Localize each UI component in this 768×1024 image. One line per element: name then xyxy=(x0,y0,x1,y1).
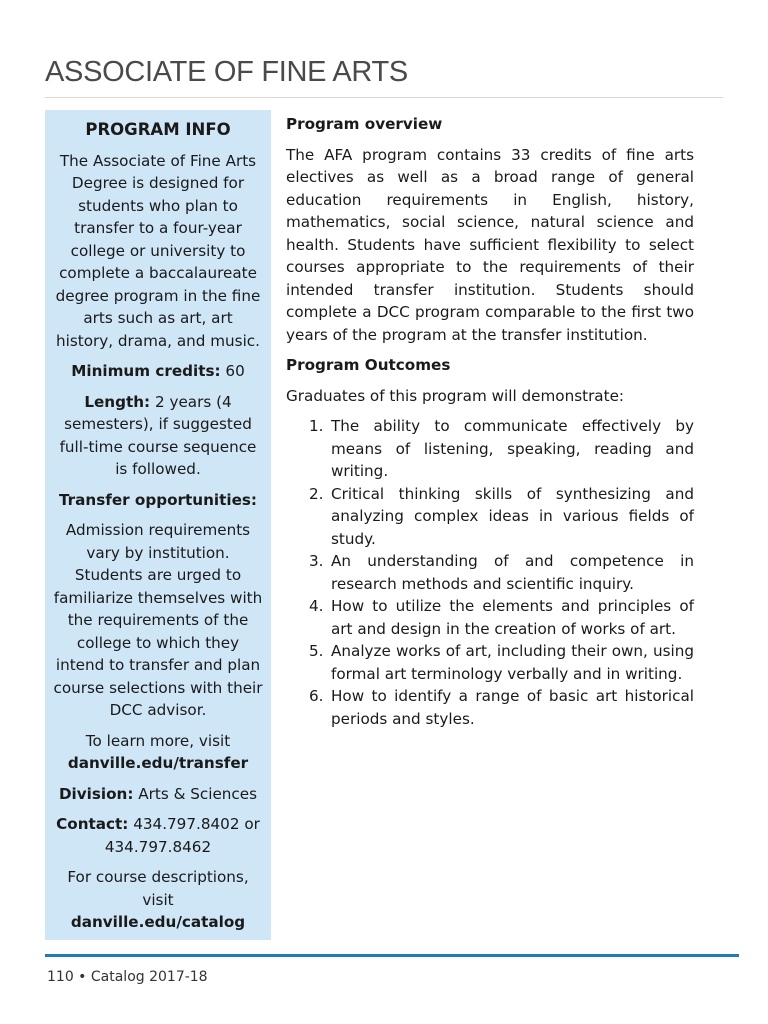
list-item-text: Analyze works of art, including their own, using formal art terminology verbally and in writing. xyxy=(331,642,694,683)
division-label: Division: xyxy=(58,784,134,803)
list-item xyxy=(286,640,694,685)
length-value: 2 years (4 semesters), if suggested full-time course sequence is followed. xyxy=(59,392,257,478)
list-item-text: The ability to communicate effectively by means of listening, speaking, reading and writing. xyxy=(331,417,694,480)
title-divider xyxy=(45,97,723,98)
minimum-credits-value: 60 xyxy=(220,362,245,380)
contact-label: Contact: xyxy=(56,815,129,833)
list-item-number: 5. xyxy=(309,642,324,660)
page-footer: 110 • Catalog 2017-18 xyxy=(47,969,208,985)
transfer-opportunities-text: Admission requirements vary by institution. Students are urged to familiarize themselves with the requirements of the college to which they intend to transfer and plan course selections with their DCC advisor. xyxy=(53,521,263,719)
program-intro: The Associate of Fine Arts Degree is designed for students who plan to transfer to a four-year college or university to complete a baccalaureate degree program in the fine arts such as art, art history, drama, and music. xyxy=(55,151,261,350)
overview-heading: Program overview xyxy=(286,115,443,133)
outcomes-intro: Graduates of this program will demonstrate: xyxy=(286,386,625,405)
contact xyxy=(53,813,263,858)
main-content xyxy=(286,113,694,730)
list-item-text: How to utilize the elements and principles of art and design in the creation of works of art. xyxy=(331,597,694,638)
list-item-number: 1. xyxy=(309,417,324,435)
length-label: Length: xyxy=(84,392,151,411)
list-item-number: 3. xyxy=(309,552,324,570)
division xyxy=(53,783,263,806)
overview-text: The AFA program contains 33 credits of fine arts electives as well as a broad range of general education requirements in English, history, mathematics, social science, natural science and health. Students have sufficient flexibility to select courses appropriate to the requirements of their intended transfer institution. Students should complete a DCC program comparable to the first two years of the program at the transfer institution. xyxy=(286,145,694,344)
program-info-heading: PROGRAM INFO xyxy=(85,120,231,139)
transfer-link[interactable]: danville.edu/transfer xyxy=(67,754,249,772)
transfer-opportunities-label: Transfer opportunities: xyxy=(58,490,258,509)
list-item xyxy=(286,685,694,730)
list-item-text: An understanding of and competence in research methods and scientific inquiry. xyxy=(331,552,694,593)
page-title: ASSOCIATE OF FINE ARTS xyxy=(45,56,408,88)
footer-divider xyxy=(45,954,739,957)
catalog-link[interactable]: danville.edu/catalog xyxy=(70,913,246,931)
list-item xyxy=(286,483,694,551)
list-item-number: 4. xyxy=(309,597,324,615)
outcomes-list xyxy=(286,415,694,730)
minimum-credits-label: Minimum credits: xyxy=(71,362,221,380)
learn-more: To learn more, visit danville.edu/transfer xyxy=(67,731,249,772)
contact-value: 434.797.8402 or 434.797.8462 xyxy=(104,815,260,856)
outcomes-heading: Program Outcomes xyxy=(286,356,451,374)
division-value: Arts & Sciences xyxy=(133,784,258,803)
list-item-text: How to identify a range of basic art historical periods and styles. xyxy=(331,687,694,728)
list-item-text: Critical thinking skills of synthesizing and analyzing complex ideas in various fields of study. xyxy=(331,484,694,548)
course-descriptions: For course descriptions, visit danville.edu/catalog xyxy=(67,868,249,931)
list-item xyxy=(286,415,694,483)
minimum-credits xyxy=(53,360,263,383)
list-item xyxy=(286,595,694,640)
list-item xyxy=(286,550,694,595)
program-info-sidebar xyxy=(45,110,271,940)
list-item-number: 6. xyxy=(309,687,324,705)
list-item-number: 2. xyxy=(309,484,324,503)
program-length xyxy=(53,391,263,481)
